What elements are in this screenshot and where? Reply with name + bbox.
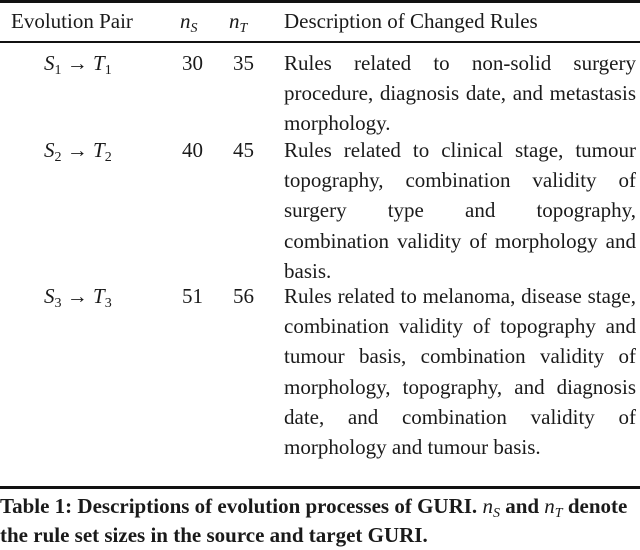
header-evolution-pair: Evolution Pair xyxy=(11,9,133,33)
evolution-pair-cell: $S_1 \to T_1$ xyxy=(44,51,112,78)
description-cell: Rules related to clinical stage, tumour topography, combination validity of surgery type and topography, combination validity of morphology and basis. xyxy=(284,138,636,283)
n-s-cell: 51 xyxy=(182,284,203,308)
header-n-s: $n_S$ xyxy=(180,9,198,36)
description-cell: Rules related to melanoma, disease stage, combination validity of topography and tumour basis, combination validity of morphology, topography, and diagnosis date, and combination validity of morphology and tumour basis. xyxy=(284,284,636,460)
header-n-t: $n_T$ xyxy=(229,9,248,36)
n-t-cell: 45 xyxy=(233,138,254,162)
description-cell: Rules related to non-solid surgery procedure, diagnosis date, and metastasis morphology. xyxy=(284,51,636,136)
header-rule xyxy=(0,41,640,43)
header-description: Description of Changed Rules xyxy=(284,9,538,33)
n-t-cell: 56 xyxy=(233,284,254,308)
table-caption: Table 1: Descriptions of evolution processes of GURI. $n_S$ and $n_T$ denote the rule set sizes in the source and target GURI. xyxy=(0,494,628,547)
evolution-pair-cell: $S_3 \to T_3$ xyxy=(44,284,112,311)
n-s-symbol: $n_S$ xyxy=(482,494,500,521)
n-s-cell: 30 xyxy=(182,51,203,75)
n-t-cell: 35 xyxy=(233,51,254,75)
n-s-cell: 40 xyxy=(182,138,203,162)
evolution-pair-cell: $S_2 \to T_2$ xyxy=(44,138,112,165)
top-rule xyxy=(0,0,640,3)
caption-label: Table 1: xyxy=(0,494,73,518)
n-t-symbol: $n_T$ xyxy=(544,494,563,521)
bottom-rule xyxy=(0,486,640,489)
